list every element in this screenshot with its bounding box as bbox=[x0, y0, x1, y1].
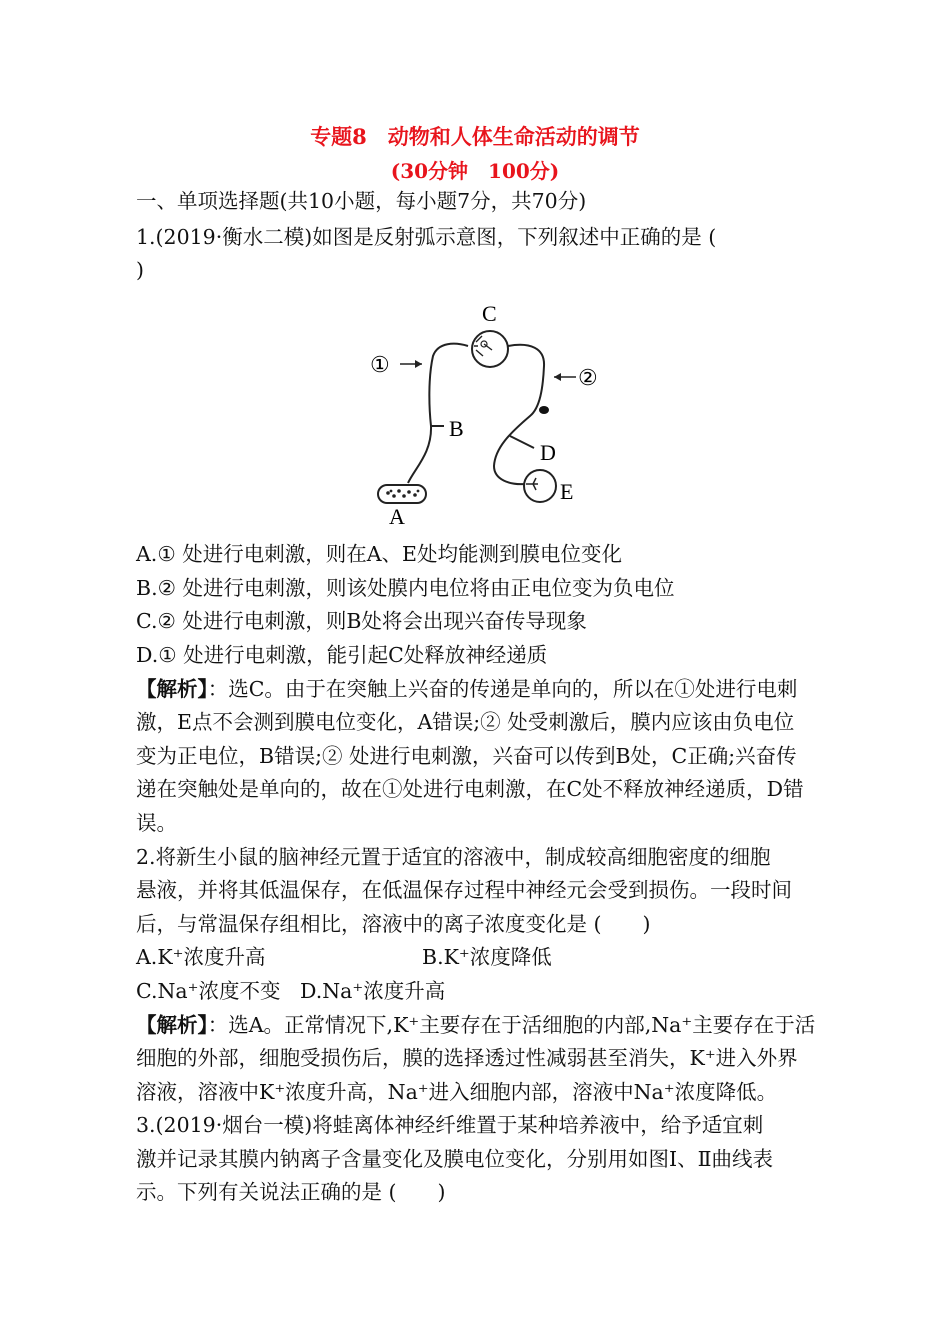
q2-option-b: B.K⁺浓度降低 bbox=[422, 945, 552, 969]
fig-label-E: E bbox=[560, 479, 574, 504]
q1-analysis-line3: 变为正电位，B错误;② 处进行电刺激，兴奋可以传到B处，C正确;兴奋传 bbox=[136, 744, 797, 768]
q2-option-d: D.Na⁺浓度升高 bbox=[300, 979, 446, 1003]
q1-analysis-line5: 误。 bbox=[136, 811, 177, 835]
q2-analysis-line3: 溶液，溶液中K⁺浓度升高，Na⁺进入细胞内部，溶液中Na⁺浓度降低。 bbox=[136, 1080, 778, 1104]
analysis-tag: 【解析】 bbox=[136, 677, 208, 701]
q1-option-d: D.① 处进行电刺激，能引起C处释放神经递质 bbox=[136, 643, 548, 667]
q1-option-c: C.② 处进行电刺激，则B处将会出现兴奋传导现象 bbox=[136, 609, 587, 633]
q1-option-a: A.① 处进行电刺激，则在A、E处均能测到膜电位变化 bbox=[136, 542, 622, 566]
q1-analysis-line2: 激，E点不会测到膜电位变化，A错误;② 处受刺激后，膜内应该由负电位 bbox=[136, 710, 795, 734]
fig-label-B: B bbox=[449, 416, 464, 441]
q1-analysis-line1 bbox=[136, 674, 836, 704]
analysis-tag: 【解析】 bbox=[136, 1013, 208, 1037]
q2-stem-line2: 悬液，并将其低温保存，在低温保存过程中神经元会受到损伤。一段时间 bbox=[136, 878, 792, 902]
fig-label-p1: ① bbox=[370, 352, 390, 377]
q2-stem-line3: 后，与常温保存组相比，溶液中的离子浓度变化是 ( ) bbox=[136, 912, 651, 936]
q2-stem-line1: 2.将新生小鼠的脑神经元置于适宜的溶液中，制成较高细胞密度的细胞 bbox=[136, 845, 771, 869]
section-heading: 一、单项选择题(共10小题，每小题7分，共70分) bbox=[136, 189, 587, 213]
q3-stem-line3: 示。下列有关说法正确的是 ( ) bbox=[136, 1180, 446, 1204]
q1-stem-line1: 1.(2019·衡水二模)如图是反射弧示意图，下列叙述中正确的是 ( bbox=[136, 225, 717, 249]
fig-label-A: A bbox=[389, 504, 405, 528]
q2-option-c: C.Na⁺浓度不变 bbox=[136, 979, 281, 1003]
q2-analysis-line2: 细胞的外部，细胞受损伤后，膜的选择透过性减弱甚至消失，K⁺进入外界 bbox=[136, 1046, 798, 1070]
q2-analysis-line1 bbox=[136, 1010, 836, 1040]
q1-analysis-line4: 递在突触处是单向的，故在①处进行电刺激，在C处不释放神经递质，D错 bbox=[136, 777, 804, 801]
q3-stem-line1: 3.(2019·烟台一模)将蛙离体神经纤维置于某种培养液中，给予适宜刺 bbox=[136, 1113, 764, 1137]
analysis-text: ：选A。正常情况下,K⁺主要存在于活细胞的内部,Na⁺主要存在于活 bbox=[207, 1013, 816, 1037]
reflex-arc-figure bbox=[360, 298, 620, 528]
fig-label-D: D bbox=[540, 440, 556, 465]
q3-stem-line2: 激并记录其膜内钠离子含量变化及膜电位变化，分别用如图Ⅰ、Ⅱ曲线表 bbox=[136, 1147, 774, 1171]
q2-option-a: A.K⁺浓度升高 bbox=[136, 945, 266, 969]
page-subtitle: (30分钟 100分) bbox=[390, 159, 560, 183]
q1-stem-line2: ) bbox=[136, 258, 144, 282]
q1-option-b: B.② 处进行电刺激，则该处膜内电位将由正电位变为负电位 bbox=[136, 576, 675, 600]
fig-label-C: C bbox=[482, 301, 497, 326]
page-title: 专题8 动物和人体生命活动的调节 bbox=[310, 124, 640, 149]
fig-label-p2: ② bbox=[578, 365, 598, 390]
analysis-text: ：选C。由于在突触上兴奋的传递是单向的，所以在①处进行电刺 bbox=[207, 677, 798, 701]
